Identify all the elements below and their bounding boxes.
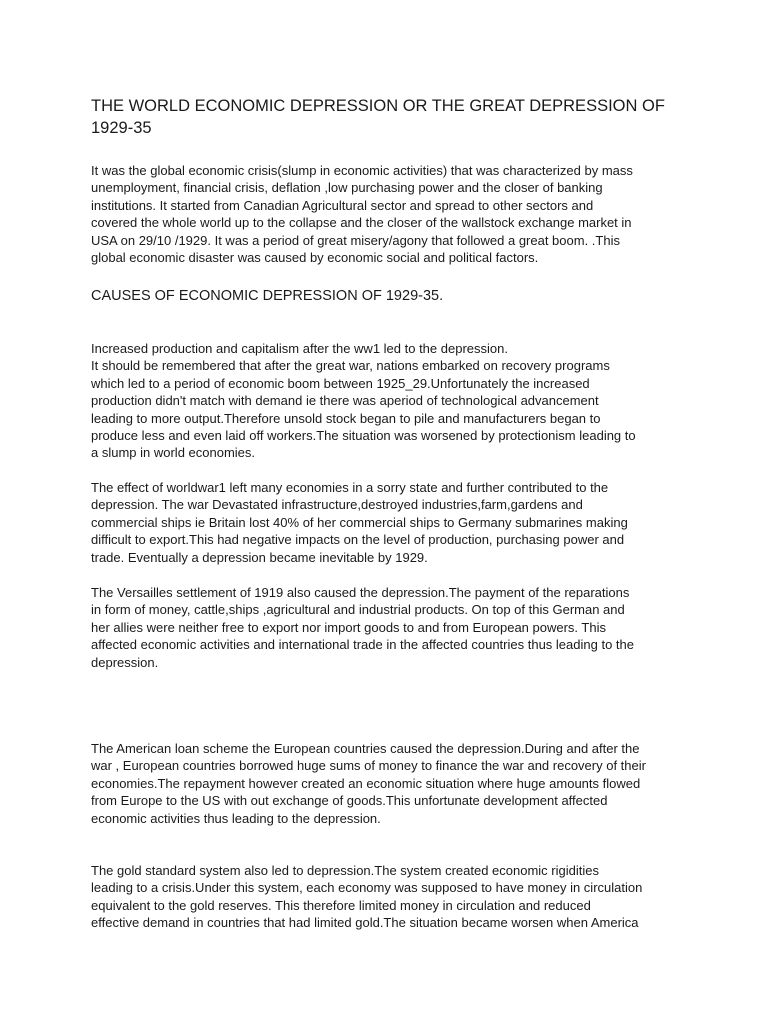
paragraph-production: Increased production and capitalism after the ww1 led to the depression. It should be remembered that after the great war, nations embarked on recovery programs which led to a period of economic boom between 1925_29.Unfortunately the increased production didn't match with demand ie there was aperiod of technological advancement leading to more output.Therefore unsold stock began to pile and manufacturers began to produce less and even laid off workers.The situation was worsened by protectionism leading to a slump in world economies. <box>91 341 636 461</box>
paragraph-gold-standard: The gold standard system also led to depression.The system created economic rigidities leading to a crisis.Under this system, each economy was supposed to have money in circulation equivalent to the gold reserves. This therefore limited money in circulation and reduced effective demand in countries that had limited gold.The situation became worsen when America <box>91 863 643 931</box>
document-title: THE WORLD ECONOMIC DEPRESSION OR THE GREAT DEPRESSION OF 1929-35 <box>91 97 665 137</box>
intro-paragraph: It was the global economic crisis(slump in economic activities) that was characterized by mass unemployment, financial crisis, deflation ,low purchasing power and the closer of banking institutions. It started from Canadian Agricultural sector and spread to other sectors and covered the whole world up to the collapse and the closer of the wallstock exchange market in USA on 29/10 /1929. It was a period of great misery/agony that followed a great boom. .This global economic disaster was caused by economic social and political factors. <box>91 163 633 266</box>
paragraph-american-loan: The American loan scheme the European countries caused the depression.During and after the war , European countries borrowed huge sums of money to finance the war and recovery of their economies.The repayment however created an economic situation where huge amounts flowed from Europe to the US with out exchange of goods.This unfortunate development affected economic activities thus leading to the depression. <box>91 741 646 826</box>
paragraph-versailles: The Versailles settlement of 1919 also caused the depression.The payment of the reparations in form of money, cattle,ships ,agricultural and industrial products. On top of this German and her allies were neither free to export nor import goods to and from European powers. This affected economic activities and international trade in the affected countries thus leading to the depression. <box>91 585 634 670</box>
causes-heading: CAUSES OF ECONOMIC DEPRESSION OF 1929-35. <box>91 288 444 304</box>
paragraph-worldwar1: The effect of worldwar1 left many economies in a sorry state and further contributed to the depression. The war Devastated infrastructure,destroyed industries,farm,gardens and commercial ships ie Britain lost 40% of her commercial ships to Germany submarines making difficult to export.This had negative impacts on the level of production, purchasing power and trade. Eventually a depression became inevitable by 1929. <box>91 480 628 565</box>
